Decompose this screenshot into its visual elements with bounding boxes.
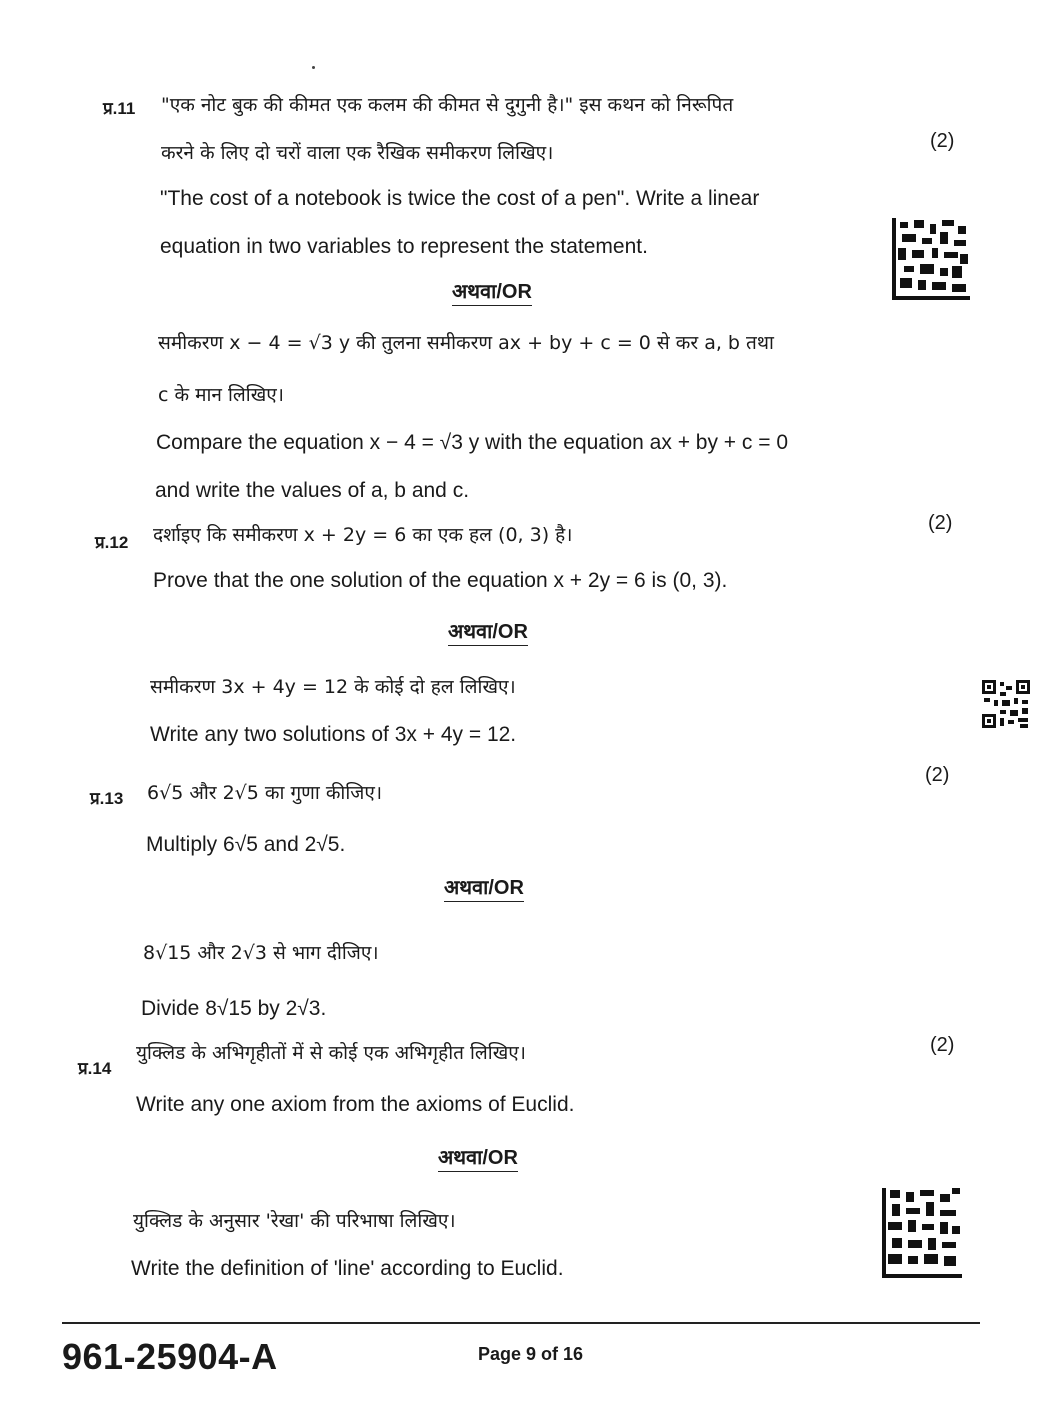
q14-number: प्र.14 bbox=[78, 1059, 112, 1078]
q12-english: Prove that the one solution of the equation x + 2y = 6 is (0, 3). bbox=[153, 569, 728, 592]
q14-or-label: अथवा/OR bbox=[438, 1146, 518, 1172]
q12-alt-hindi: समीकरण 3x + 4y = 12 के कोई दो हल लिखिए। bbox=[150, 676, 516, 698]
qr-code-small bbox=[982, 680, 1030, 728]
q13-english: Multiply 6√5 and 2√5. bbox=[146, 833, 346, 856]
q11-english-line2: equation in two variables to represent the statement. bbox=[160, 235, 648, 258]
q11-hindi-line1: "एक नोट बुक की कीमत एक कलम की कीमत से दुगुनी है।" इस कथन को निरूपित bbox=[161, 94, 734, 116]
q11-hindi-line2: करने के लिए दो चरों वाला एक रैखिक समीकरण लिखिए। bbox=[161, 142, 554, 164]
q14-alt-hindi: युक्लिड के अनुसार 'रेखा' की परिभाषा लिखिए। bbox=[133, 1210, 456, 1232]
q11-or-label: अथवा/OR bbox=[452, 280, 532, 306]
q11-marks: (2) bbox=[930, 130, 955, 152]
q11-alt-english-line2: and write the values of a, b and c. bbox=[155, 479, 470, 502]
q12-marks: (2) bbox=[928, 512, 953, 534]
q13-alt-hindi: 8√15 और 2√3 से भाग दीजिए। bbox=[143, 942, 379, 964]
paper-code: 961-25904-A bbox=[62, 1336, 278, 1377]
q13-marks: (2) bbox=[925, 764, 950, 786]
q11-alt-hindi-line1: समीकरण x − 4 = √3 y की तुलना समीकरण ax + by + c = 0 से कर a, b तथा bbox=[158, 332, 774, 354]
q13-hindi: 6√5 और 2√5 का गुणा कीजिए। bbox=[147, 782, 383, 804]
q11-number: प्र.11 bbox=[103, 99, 136, 118]
q14-english: Write any one axiom from the axioms of Euclid. bbox=[136, 1093, 575, 1116]
q14-hindi: युक्लिड के अभिगृहीतों में से कोई एक अभिगृहीत लिखिए। bbox=[136, 1042, 526, 1064]
q12-alt-english: Write any two solutions of 3x + 4y = 12. bbox=[150, 723, 517, 746]
q12-number: प्र.12 bbox=[95, 533, 129, 552]
q11-alt-hindi-line2: c के मान लिखिए। bbox=[158, 384, 284, 406]
barcode-bottom-right bbox=[882, 1188, 962, 1278]
footer-divider bbox=[62, 1322, 980, 1324]
q13-number: प्र.13 bbox=[90, 789, 124, 808]
barcode-top-right bbox=[892, 218, 970, 300]
q12-hindi: दर्शाइए कि समीकरण x + 2y = 6 का एक हल (0, 3) है। bbox=[153, 524, 573, 546]
q14-alt-english: Write the definition of 'line' according to Euclid. bbox=[131, 1257, 564, 1280]
page-number: Page 9 of 16 bbox=[478, 1344, 584, 1364]
q13-or-label: अथवा/OR bbox=[444, 876, 524, 902]
q11-english-line1: "The cost of a notebook is twice the cost of a pen". Write a linear bbox=[160, 187, 760, 210]
q12-or-label: अथवा/OR bbox=[448, 620, 528, 646]
q13-alt-english: Divide 8√15 by 2√3. bbox=[141, 997, 327, 1020]
q11-alt-english-line1: Compare the equation x − 4 = √3 y with the equation ax + by + c = 0 bbox=[156, 431, 789, 454]
q14-marks: (2) bbox=[930, 1034, 955, 1056]
stray-mark bbox=[312, 66, 315, 69]
